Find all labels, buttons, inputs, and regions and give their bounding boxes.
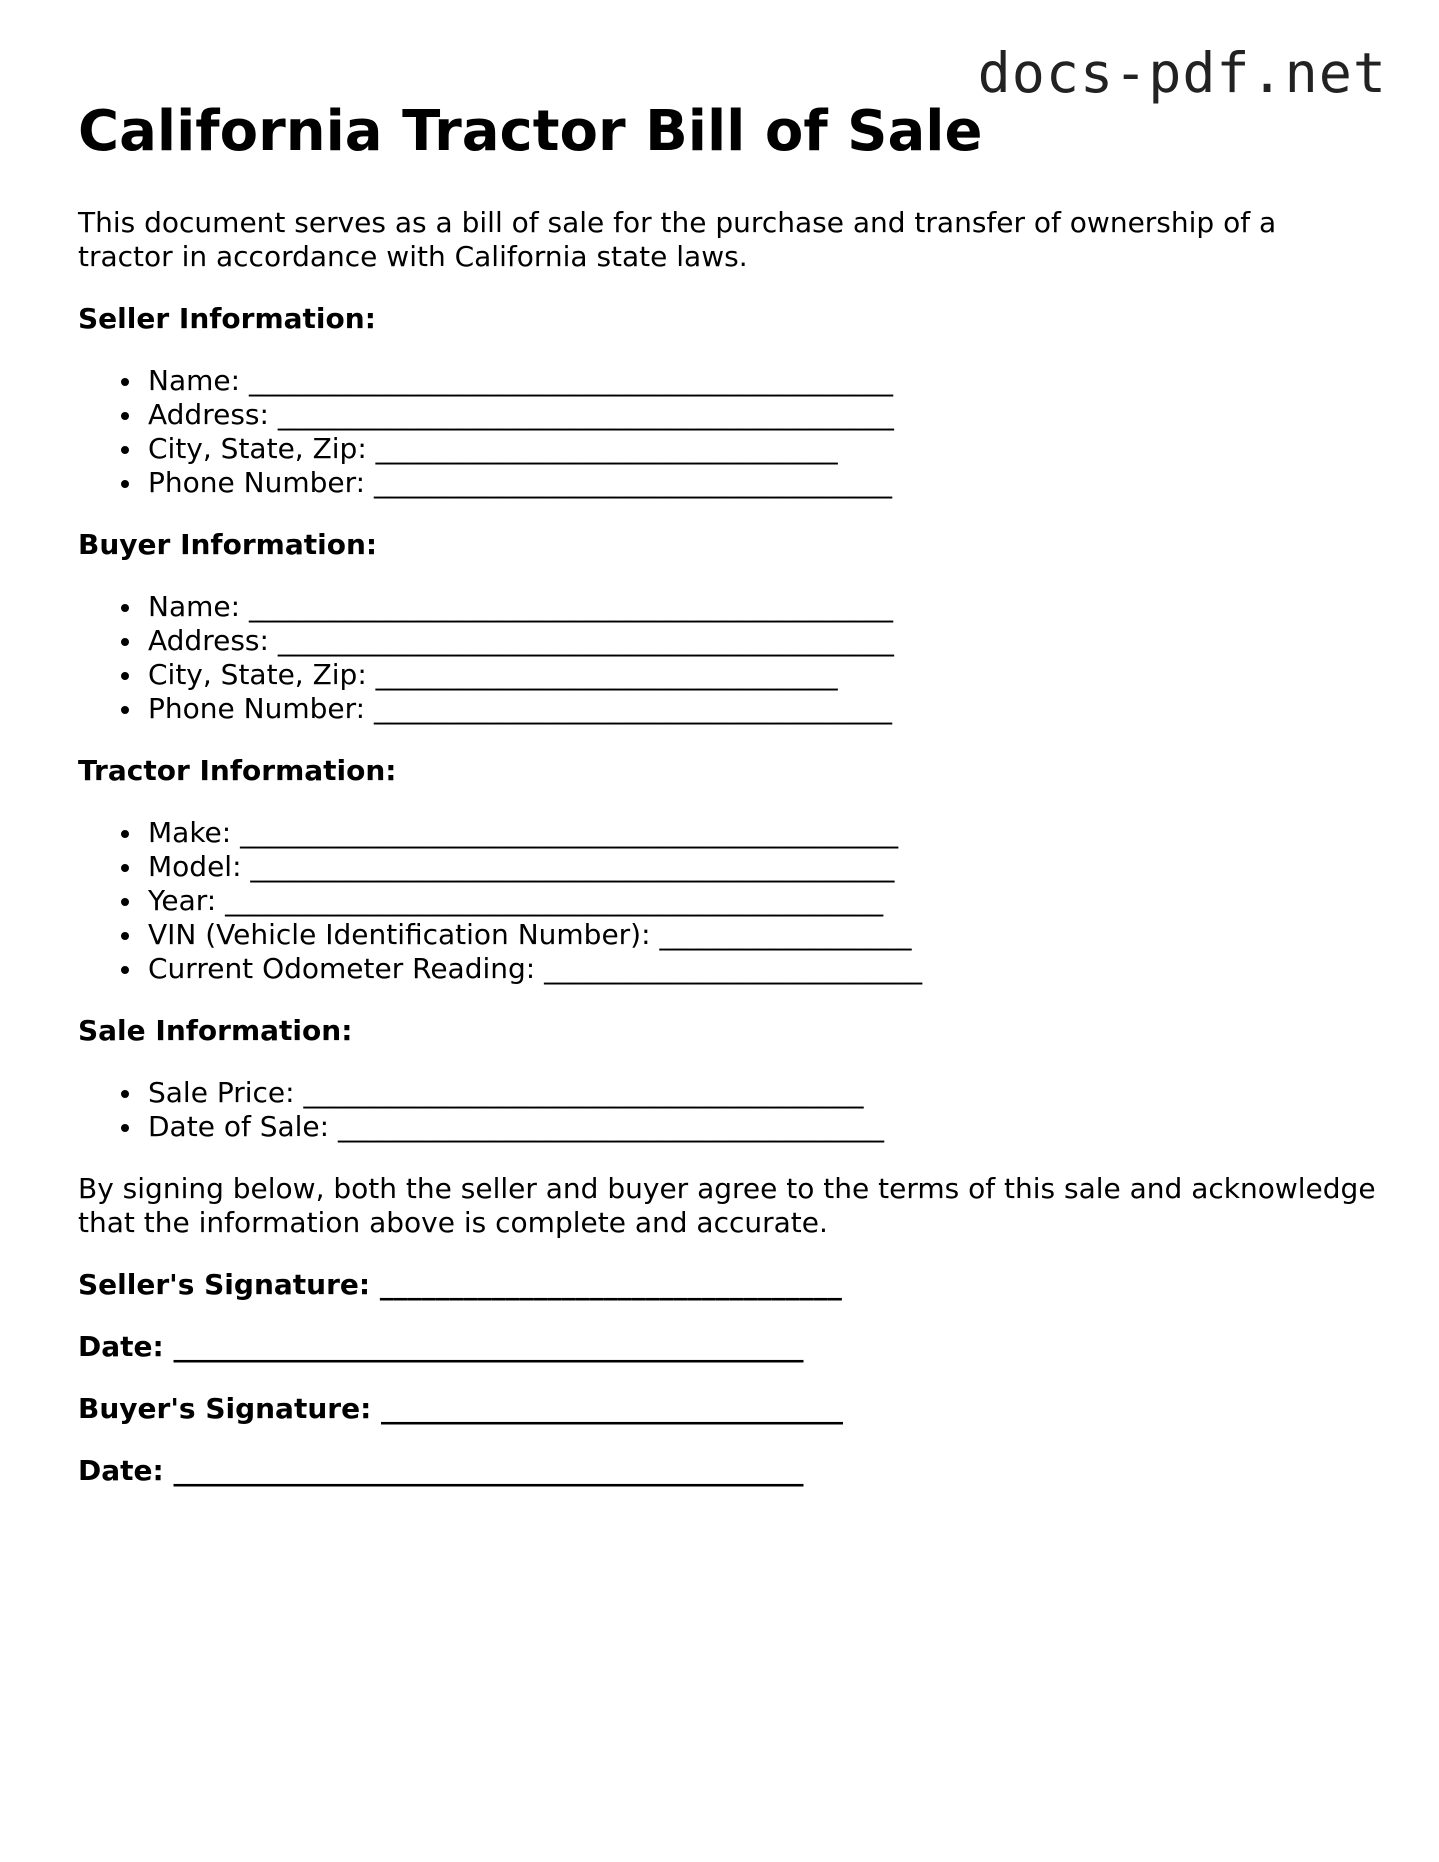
seller-section-heading: Seller Information: [78, 302, 376, 335]
buyer-signature-label: Buyer's Signature: [78, 1392, 372, 1425]
seller-date-label: Date: [78, 1330, 164, 1363]
buyer-signature-blank[interactable]: _________________________________ [381, 1392, 844, 1425]
buyer-signature-line [78, 1392, 1378, 1426]
buyer-date-label: Date: [78, 1454, 164, 1487]
field-label: Name: [148, 364, 241, 397]
buyer-city-state-zip-blank[interactable]: _________________________________ [375, 658, 838, 691]
field-label: Phone Number: [148, 466, 366, 499]
field-label: City, State, Zip: [148, 432, 367, 465]
field-label: Date of Sale: [148, 1110, 330, 1143]
seller-phone-blank[interactable]: _____________________________________ [373, 466, 892, 499]
field-label: Current Odometer Reading: [148, 952, 536, 985]
field-label: Sale Price: [148, 1076, 295, 1109]
field-label: City, State, Zip: [148, 658, 367, 691]
field-label: Phone Number: [148, 692, 366, 725]
buyer-phone-blank[interactable]: _____________________________________ [373, 692, 892, 725]
tractor-fields-list [78, 816, 1378, 986]
buyer-date-blank[interactable]: _____________________________________________ [173, 1454, 804, 1487]
seller-city-state-zip-blank[interactable]: _________________________________ [375, 432, 838, 465]
tractor-odometer-blank[interactable]: ___________________________ [544, 952, 923, 985]
seller-city-state-zip-field [148, 432, 1378, 466]
sale-fields-list [78, 1076, 1378, 1144]
agreement-paragraph: By signing below, both the seller and buyer agree to the terms of this sale and acknowledge that the information above is complete and accurate. [78, 1172, 1376, 1239]
seller-fields-list [78, 364, 1378, 500]
seller-date-line [78, 1330, 1378, 1364]
tractor-make-blank[interactable]: _______________________________________________ [240, 816, 899, 849]
tractor-odometer-field [148, 952, 1378, 986]
sale-date-blank[interactable]: _______________________________________ [338, 1110, 884, 1143]
tractor-make-field [148, 816, 1378, 850]
buyer-name-field [148, 590, 1378, 624]
sale-date-field [148, 1110, 1378, 1144]
tractor-year-blank[interactable]: _______________________________________________ [225, 884, 884, 917]
tractor-vin-field [148, 918, 1378, 952]
sale-price-blank[interactable]: ________________________________________ [303, 1076, 864, 1109]
seller-signature-label: Seller's Signature: [78, 1268, 371, 1301]
seller-phone-field [148, 466, 1378, 500]
field-label: Make: [148, 816, 232, 849]
tractor-model-field [148, 850, 1378, 884]
tractor-model-blank[interactable]: ______________________________________________ [250, 850, 895, 883]
buyer-date-line [78, 1454, 1378, 1488]
tractor-section-heading: Tractor Information: [78, 754, 397, 787]
seller-address-blank[interactable]: ____________________________________________ [277, 398, 894, 431]
seller-name-blank[interactable]: ______________________________________________ [248, 364, 893, 397]
field-label: Model: [148, 850, 242, 883]
buyer-fields-list [78, 590, 1378, 726]
buyer-phone-field [148, 692, 1378, 726]
sale-price-field [148, 1076, 1378, 1110]
tractor-vin-blank[interactable]: __________________ [659, 918, 912, 951]
buyer-address-field [148, 624, 1378, 658]
buyer-address-blank[interactable]: ____________________________________________ [277, 624, 894, 657]
tractor-year-field [148, 884, 1378, 918]
field-label: Address: [148, 398, 269, 431]
field-label: Address: [148, 624, 269, 657]
buyer-name-blank[interactable]: ______________________________________________ [248, 590, 893, 623]
buyer-section-heading: Buyer Information: [78, 528, 378, 561]
field-label: Year: [148, 884, 217, 917]
sale-section-heading: Sale Information: [78, 1014, 353, 1047]
seller-name-field [148, 364, 1378, 398]
seller-signature-line [78, 1268, 1378, 1302]
document-title: California Tractor Bill of Sale [78, 99, 983, 164]
field-label: Name: [148, 590, 241, 623]
seller-signature-blank[interactable]: _________________________________ [379, 1268, 842, 1301]
watermark-text: docs-pdf.net [977, 41, 1387, 105]
seller-address-field [148, 398, 1378, 432]
field-label: VIN (Vehicle Identification Number): [148, 918, 651, 951]
seller-date-blank[interactable]: _____________________________________________ [173, 1330, 804, 1363]
buyer-city-state-zip-field [148, 658, 1378, 692]
document-body [78, 206, 1378, 1516]
intro-paragraph: This document serves as a bill of sale for the purchase and transfer of ownership of a tractor in accordance with California state laws. [78, 206, 1277, 273]
